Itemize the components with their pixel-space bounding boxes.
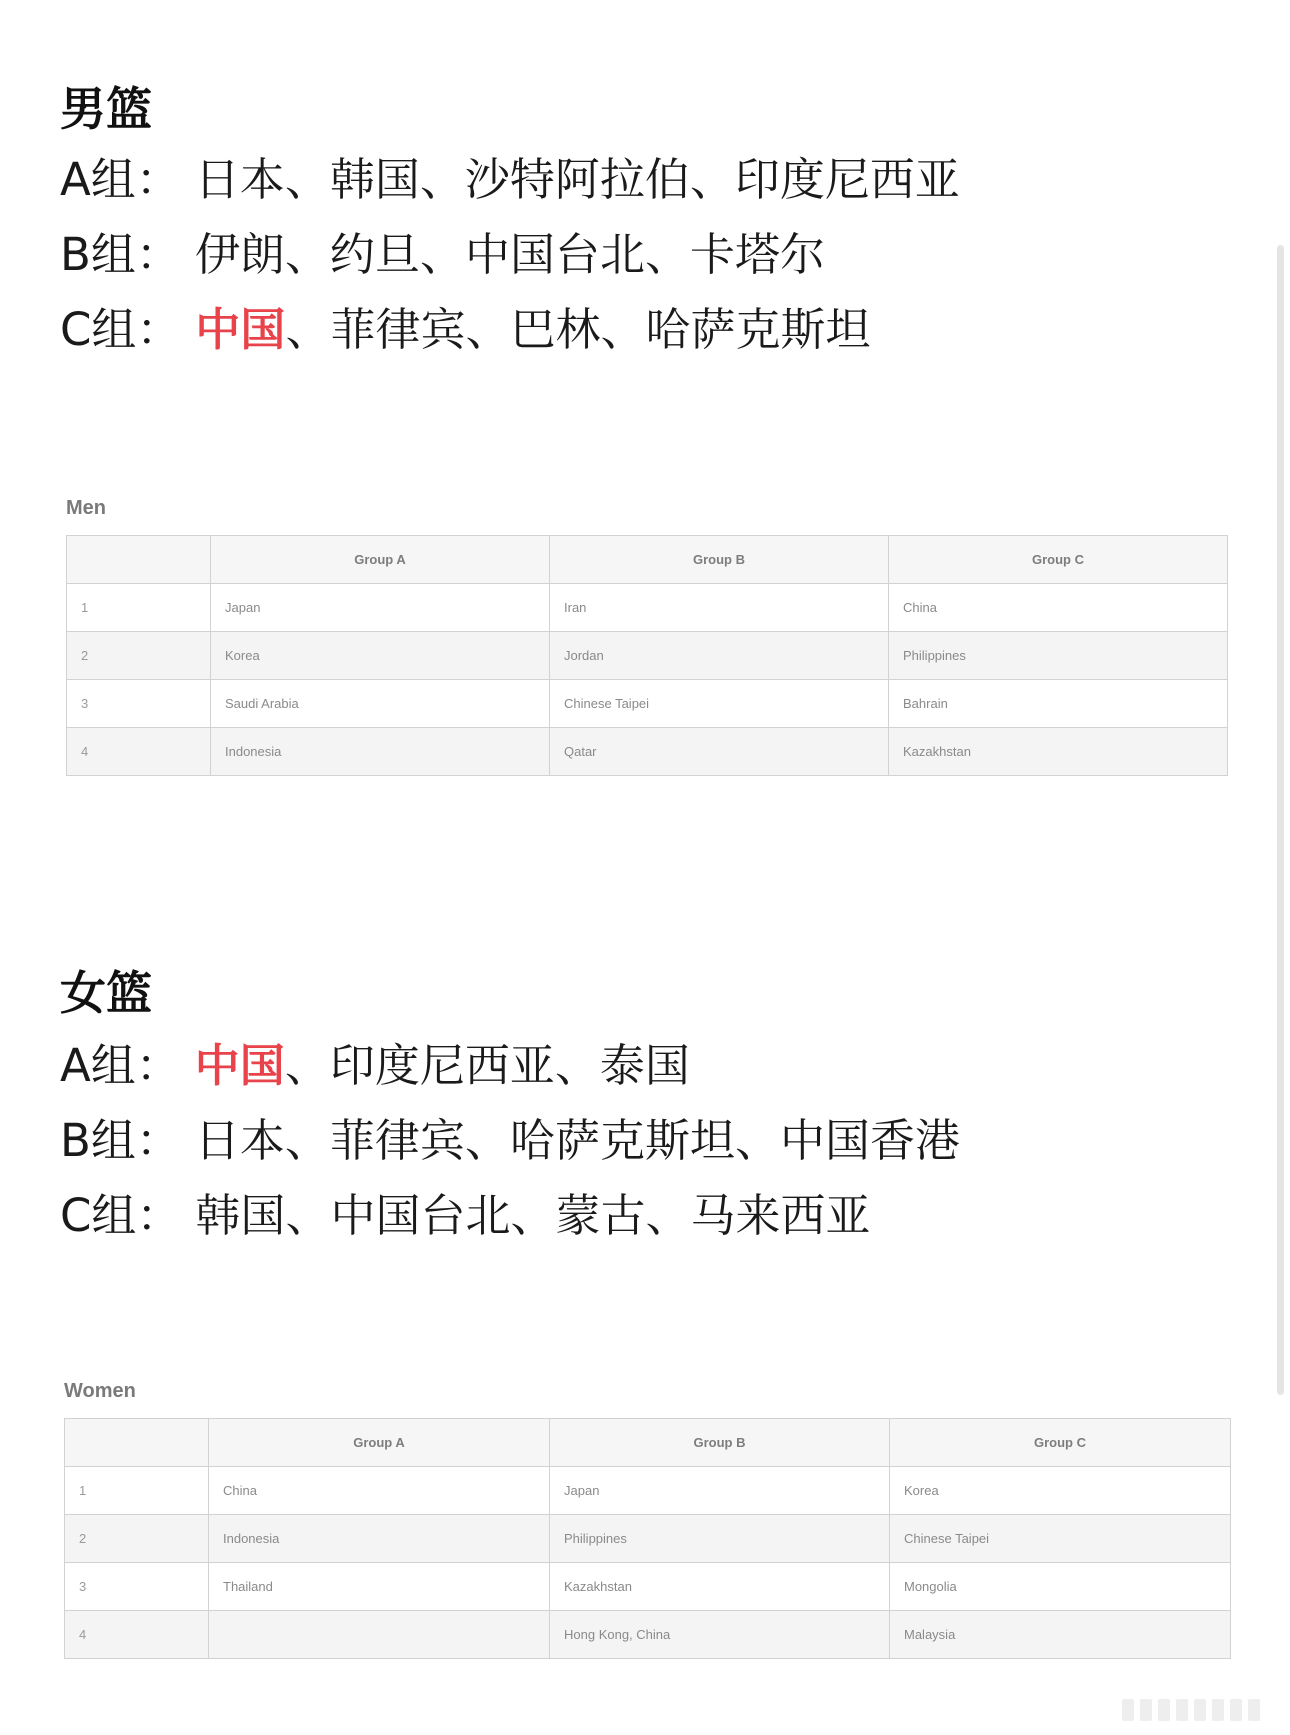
column-header: [67, 536, 211, 584]
group-label: B组：: [60, 1114, 181, 1167]
team-name: 泰国: [599, 1039, 690, 1092]
team-name: 印度尼西亚: [329, 1039, 555, 1092]
team-name: 菲律宾: [329, 1114, 465, 1167]
team-name: 马来西亚: [690, 1189, 871, 1242]
team-name: 菲律宾: [330, 303, 466, 356]
table-cell: Korea: [890, 1467, 1231, 1515]
table-cell: Thailand: [209, 1563, 550, 1611]
scrollbar[interactable]: [1277, 245, 1284, 1395]
group-label: C组：: [60, 303, 182, 356]
separator: 、: [510, 1189, 556, 1242]
team-name: 约旦: [329, 228, 420, 281]
separator: 、: [419, 153, 465, 206]
table-row: [65, 1611, 1231, 1659]
table-cell: Japan: [550, 1467, 890, 1515]
separator: 、: [284, 1039, 330, 1092]
row-number: 1: [65, 1467, 209, 1515]
column-header: Group A: [209, 1419, 550, 1467]
table-cell: Indonesia: [211, 728, 550, 776]
team-name: 印度尼西亚: [734, 153, 960, 206]
separator: 、: [644, 228, 690, 281]
row-number: 3: [65, 1563, 209, 1611]
table-cell: Chinese Taipei: [550, 680, 889, 728]
separator: 、: [284, 153, 330, 206]
table-cell: Iran: [550, 584, 889, 632]
team-name: 韩国: [195, 1189, 286, 1242]
table-cell: Korea: [211, 632, 550, 680]
group-teams: [195, 300, 870, 360]
separator: 、: [284, 228, 330, 281]
column-header: Group A: [211, 536, 550, 584]
men-heading: 男篮: [60, 82, 152, 136]
separator: 、: [464, 1114, 510, 1167]
table-row: [65, 1563, 1231, 1611]
table-cell: Chinese Taipei: [890, 1515, 1231, 1563]
table-cell: China: [209, 1467, 550, 1515]
separator: 、: [734, 1114, 780, 1167]
row-number: 2: [67, 632, 211, 680]
group-label: B组：: [60, 228, 181, 281]
table-cell: Saudi Arabia: [211, 680, 550, 728]
table-header-row: [67, 536, 1228, 584]
table-row: [67, 680, 1228, 728]
group-line: [60, 1111, 960, 1171]
team-name: 日本: [194, 153, 285, 206]
group-teams: [195, 1111, 960, 1171]
table-cell: China: [889, 584, 1228, 632]
team-name: 哈萨克斯坦: [509, 1114, 735, 1167]
separator: 、: [419, 228, 465, 281]
table-cell: Qatar: [550, 728, 889, 776]
group-line: [60, 225, 825, 285]
group-teams: [195, 225, 825, 285]
separator: 、: [600, 303, 646, 356]
team-name: 中国香港: [779, 1114, 960, 1167]
men-table-title: Men: [66, 497, 106, 519]
row-number: 3: [67, 680, 211, 728]
women-group-table: [64, 1418, 1231, 1659]
table-cell: Kazakhstan: [550, 1563, 890, 1611]
team-name: 中国: [195, 303, 286, 356]
team-name: 中国台北: [464, 228, 645, 281]
table-row: [65, 1515, 1231, 1563]
team-name: 卡塔尔: [689, 228, 825, 281]
table-cell: Philippines: [889, 632, 1228, 680]
table-row: [67, 632, 1228, 680]
column-header: Group B: [550, 1419, 890, 1467]
separator: 、: [645, 1189, 691, 1242]
table-row: [67, 728, 1228, 776]
separator: 、: [285, 303, 331, 356]
women-heading: 女篮: [60, 966, 152, 1020]
team-name: 韩国: [329, 153, 420, 206]
team-name: 中国台北: [330, 1189, 511, 1242]
column-header: [65, 1419, 209, 1467]
team-name: 日本: [194, 1114, 285, 1167]
group-label: C组：: [60, 1189, 182, 1242]
table-cell: Hong Kong, China: [550, 1611, 890, 1659]
team-name: 沙特阿拉伯: [464, 153, 690, 206]
separator: 、: [285, 1189, 331, 1242]
men-group-table: [66, 535, 1228, 776]
separator: 、: [284, 1114, 330, 1167]
table-cell: Japan: [211, 584, 550, 632]
group-line: [60, 1036, 690, 1096]
team-name: 巴林: [510, 303, 601, 356]
separator: 、: [554, 1039, 600, 1092]
row-number: 4: [67, 728, 211, 776]
table-cell: [209, 1611, 550, 1659]
table-cell: Mongolia: [890, 1563, 1231, 1611]
women-table-title: Women: [64, 1380, 136, 1402]
group-line: [60, 150, 960, 210]
group-label: A组：: [60, 1039, 181, 1092]
team-name: 伊朗: [194, 228, 285, 281]
table-row: [65, 1467, 1231, 1515]
separator: 、: [465, 303, 511, 356]
column-header: Group C: [889, 536, 1228, 584]
watermark-decoration: [1122, 1691, 1272, 1721]
group-line: [60, 1186, 871, 1246]
table-cell: Jordan: [550, 632, 889, 680]
table-cell: Philippines: [550, 1515, 890, 1563]
table-cell: Indonesia: [209, 1515, 550, 1563]
group-label: A组：: [60, 153, 181, 206]
row-number: 1: [67, 584, 211, 632]
group-line: [60, 300, 871, 360]
table-cell: Malaysia: [890, 1611, 1231, 1659]
row-number: 2: [65, 1515, 209, 1563]
table-cell: Kazakhstan: [889, 728, 1228, 776]
team-name: 哈萨克斯坦: [645, 303, 871, 356]
column-header: Group C: [890, 1419, 1231, 1467]
row-number: 4: [65, 1611, 209, 1659]
team-name: 中国: [194, 1039, 285, 1092]
team-name: 蒙古: [555, 1189, 646, 1242]
table-cell: Bahrain: [889, 680, 1228, 728]
table-row: [67, 584, 1228, 632]
table-header-row: [65, 1419, 1231, 1467]
group-teams: [195, 1186, 870, 1246]
column-header: Group B: [550, 536, 889, 584]
separator: 、: [689, 153, 735, 206]
group-teams: [195, 150, 960, 210]
group-teams: [195, 1036, 690, 1096]
